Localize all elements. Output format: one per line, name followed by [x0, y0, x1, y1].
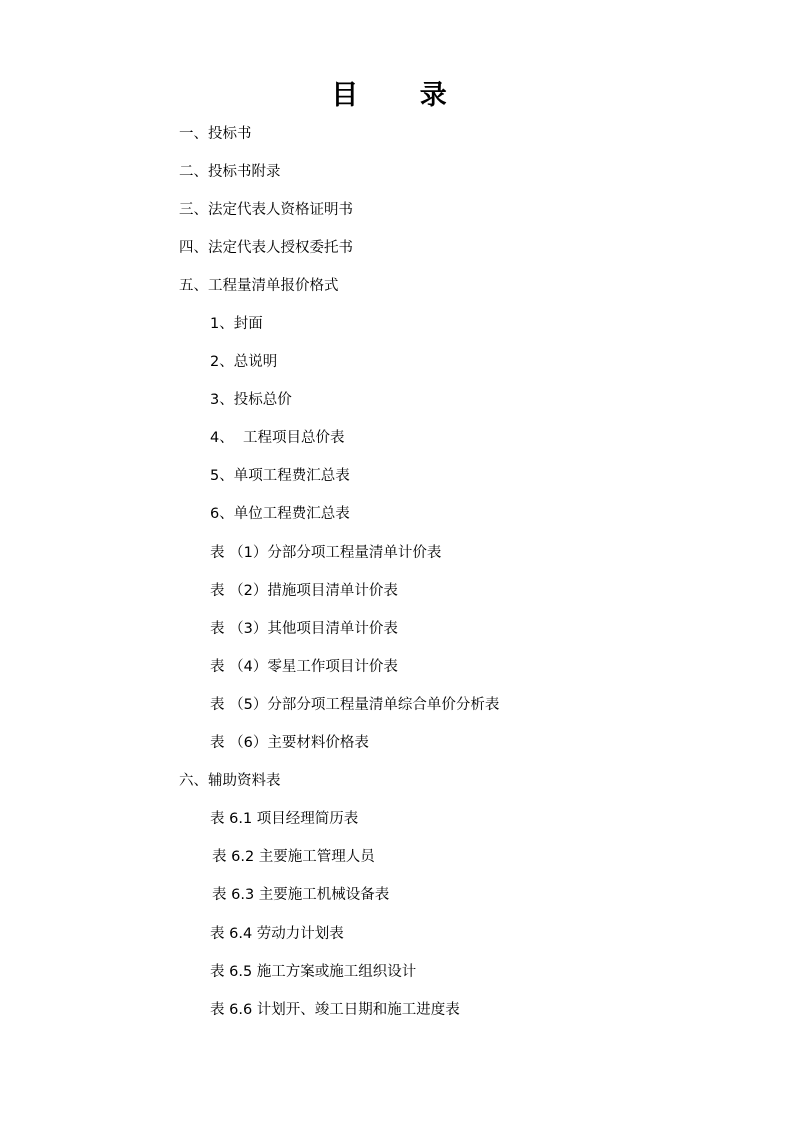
- toc-subitem-table-6-4: 表 6.4 劳动力计划表: [210, 926, 344, 942]
- toc-subitem-table-6-2: 表 6.2 主要施工管理人员: [212, 849, 375, 865]
- toc-subitem-table-1: 表 （1）分部分项工程量清单计价表: [210, 545, 442, 561]
- toc-subitem-unit-project-summary: 6、单位工程费汇总表: [210, 506, 350, 522]
- toc-subitem-cover: 1、封面: [210, 316, 263, 332]
- toc-subitem-table-6-1: 表 6.1 项目经理简历表: [210, 811, 359, 827]
- toc-item-tender-letter: 一、投标书: [179, 126, 252, 142]
- toc-item-bill-of-quantities-format: 五、工程量清单报价格式: [179, 278, 339, 294]
- toc-subitem-table-3: 表 （3）其他项目清单计价表: [210, 621, 398, 637]
- toc-subitem-table-5: 表 （5）分部分项工程量清单综合单价分析表: [210, 697, 500, 713]
- toc-subitem-total-bid-price: 3、投标总价: [210, 392, 292, 408]
- toc-subitem-table-6: 表 （6）主要材料价格表: [210, 735, 369, 751]
- toc-item-tender-appendix: 二、投标书附录: [179, 164, 281, 180]
- toc-subitem-table-6-3: 表 6.3 主要施工机械设备表: [212, 887, 390, 903]
- toc-subitem-table-4: 表 （4）零星工作项目计价表: [210, 659, 398, 675]
- toc-item-supporting-data: 六、辅助资料表: [179, 773, 281, 789]
- toc-subitem-single-project-summary: 5、单项工程费汇总表: [210, 468, 350, 484]
- toc-item-legal-rep-certificate: 三、法定代表人资格证明书: [179, 202, 353, 218]
- toc-subitem-table-6-5: 表 6.5 施工方案或施工组织设计: [210, 964, 417, 980]
- toc-subitem-table-2: 表 （2）措施项目清单计价表: [210, 583, 398, 599]
- page-title: 目 录: [331, 80, 473, 111]
- toc-item-power-of-attorney: 四、法定代表人授权委托书: [179, 240, 353, 256]
- toc-subitem-table-6-6: 表 6.6 计划开、竣工日期和施工进度表: [210, 1002, 460, 1018]
- toc-subitem-general-notes: 2、总说明: [210, 354, 278, 370]
- toc-subitem-project-total-table: 4、 工程项目总价表: [210, 430, 345, 446]
